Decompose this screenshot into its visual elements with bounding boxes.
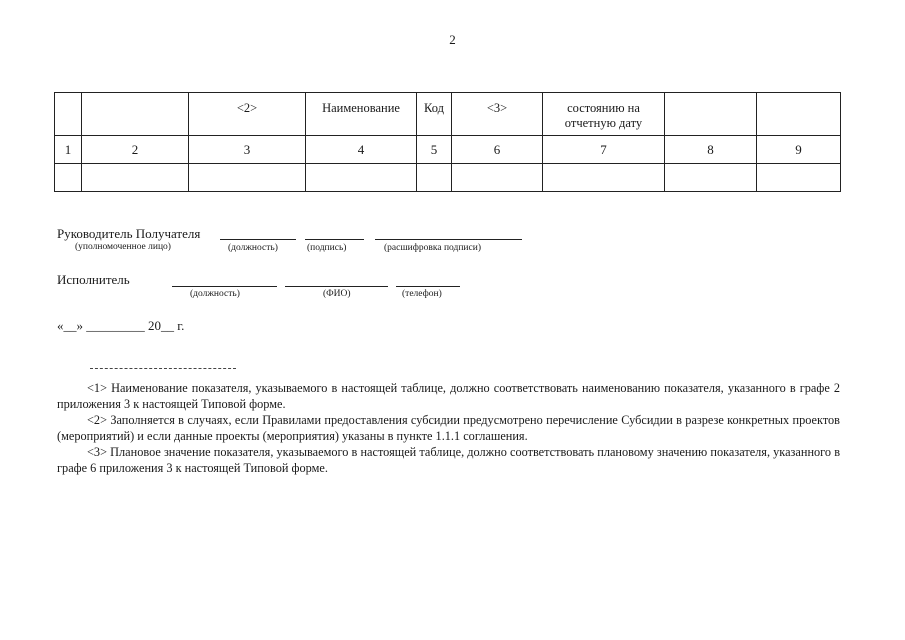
column-number: 3	[189, 136, 306, 164]
table-cell	[82, 164, 189, 192]
signature-line	[305, 239, 364, 240]
table-cell	[543, 164, 665, 192]
table-row	[55, 164, 841, 192]
column-number: 8	[665, 136, 757, 164]
phone-line	[396, 286, 460, 287]
column-number: 4	[306, 136, 417, 164]
executor-position-caption: (должность)	[190, 289, 240, 299]
table-cell	[417, 164, 452, 192]
header-cell	[757, 93, 841, 136]
decoding-line	[375, 239, 522, 240]
position-caption: (должность)	[228, 243, 278, 253]
header-cell: <3>	[452, 93, 543, 136]
signature-caption: (подпись)	[307, 243, 347, 253]
header-cell: состоянию на отчетную дату	[543, 93, 665, 136]
table-cell	[306, 164, 417, 192]
header-cell	[82, 93, 189, 136]
footnote-3: <3> Плановое значение показателя, указываемого в настоящей таблице, должно соответствовать плановому значению показателя, указанного в графе 6 приложения 3 к настоящей Типовой форме.	[57, 445, 840, 475]
fio-line	[285, 286, 388, 287]
table-cell	[665, 164, 757, 192]
column-number: 6	[452, 136, 543, 164]
executor-label: Исполнитель	[57, 272, 130, 287]
footnote-1: <1> Наименование показателя, указываемого в настоящей таблице, должно соответствовать наименованию показателя, указанного в графе 2 приложения 3 к настоящей Типовой форме.	[57, 381, 840, 411]
column-number: 5	[417, 136, 452, 164]
footnote-separator	[90, 368, 236, 369]
date-line: «__» _________ 20__ г.	[57, 318, 185, 333]
column-number: 2	[82, 136, 189, 164]
phone-caption: (телефон)	[402, 289, 442, 299]
column-number: 9	[757, 136, 841, 164]
header-cell: <2>	[189, 93, 306, 136]
position-line	[220, 239, 296, 240]
table-cell	[452, 164, 543, 192]
decoding-caption: (расшифровка подписи)	[384, 243, 481, 253]
header-cell	[665, 93, 757, 136]
header-cell: Наименование	[306, 93, 417, 136]
header-cell	[55, 93, 82, 136]
header-cell: Код	[417, 93, 452, 136]
executor-position-line	[172, 286, 277, 287]
head-label: Руководитель Получателя	[57, 226, 201, 241]
column-number: 1	[55, 136, 82, 164]
column-number: 7	[543, 136, 665, 164]
indicators-table	[54, 92, 841, 192]
table-cell	[55, 164, 82, 192]
table-header-row	[55, 93, 841, 136]
table-cell	[757, 164, 841, 192]
fio-caption: (ФИО)	[323, 289, 351, 299]
table-cell	[189, 164, 306, 192]
footnote-2: <2> Заполняется в случаях, если Правилами предоставления субсидии предусмотрено перечисление Субсидии в разрезе конкретных проектов (мероприятий) и если данные проекты (мероприятия) указаны в пункте 1.1.1 соглашения.	[57, 413, 840, 443]
table-column-numbers-row	[55, 136, 841, 164]
footnotes	[57, 380, 840, 476]
page-number: 2	[449, 32, 456, 47]
head-subcaption: (уполномоченное лицо)	[75, 242, 171, 252]
